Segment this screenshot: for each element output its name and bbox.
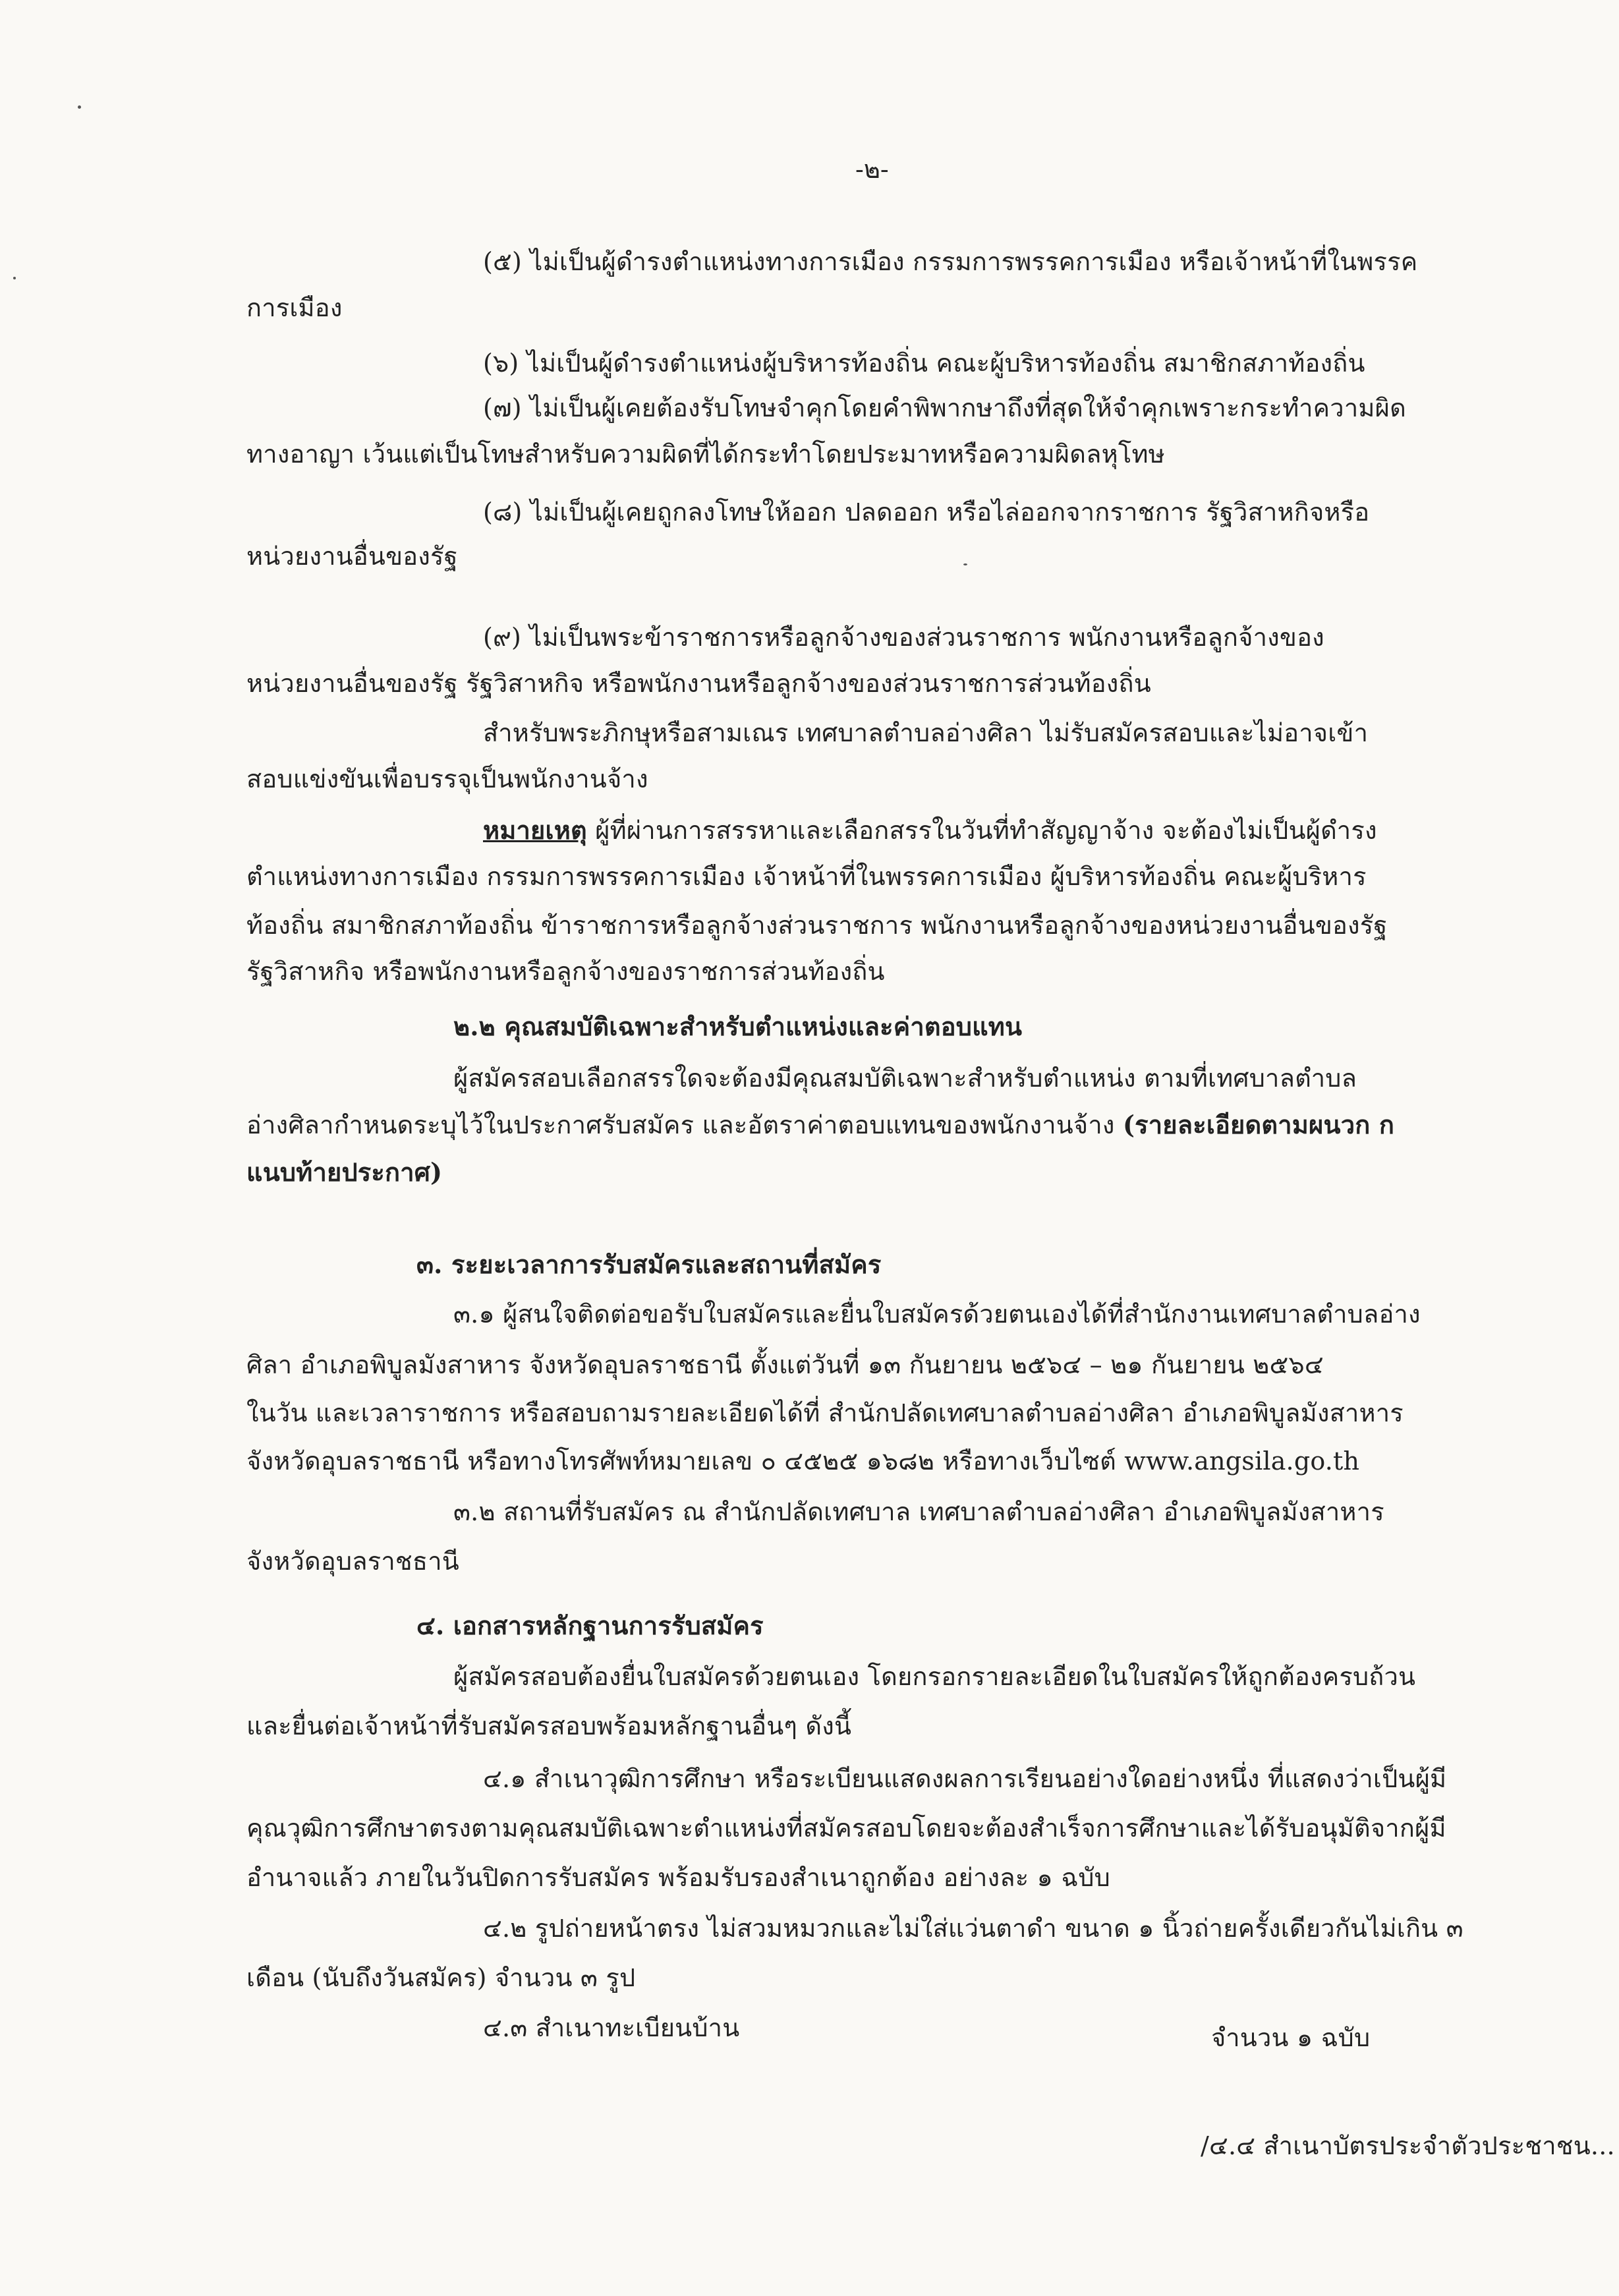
monk-note-line-2: สอบแข่งขันเพื่อบรรจุเป็นพนักงานจ้าง	[246, 764, 648, 793]
section-4-line-1: ผู้สมัครสอบต้องยื่นใบสมัครด้วยตนเอง โดยกรอกรายละเอียดในใบสมัครให้ถูกต้องครบถ้วน	[453, 1662, 1416, 1691]
section-4-3-label: ๔.๓ สำเนาทะเบียนบ้าน	[483, 2013, 740, 2042]
remark-line-2: ตำแหน่งทางการเมือง กรรมการพรรคการเมือง เจ้าหน้าที่ในพรรคการเมือง ผู้บริหารท้องถิ่น คณะผู้บริหาร	[246, 862, 1367, 891]
next-page-hint: /๔.๔ สำเนาบัตรประจำตัวประชาชน...	[1201, 2131, 1615, 2160]
scan-speck	[78, 105, 81, 109]
section-2-2-text: อ่างศิลากำหนดระบุไว้ในประกาศรับสมัคร และอัตราค่าตอบแทนของพนักงานจ้าง	[246, 1110, 1123, 1139]
remark-text: ผู้ที่ผ่านการสรรหาและเลือกสรรในวันที่ทำสัญญาจ้าง จะต้องไม่เป็นผู้ดำรง	[586, 816, 1377, 845]
item-7-line-1: (๗) ไม่เป็นผู้เคยต้องรับโทษจำคุกโดยคำพิพากษาถึงที่สุดให้จำคุกเพราะกระทำความผิด	[483, 393, 1406, 422]
section-4-2-line-1: ๔.๒ รูปถ่ายหน้าตรง ไม่สวมหมวกและไม่ใส่แว่นตาดำ ขนาด ๑ นิ้วถ่ายครั้งเดียวกันไม่เกิน ๓	[483, 1914, 1463, 1943]
section-4-line-2: และยื่นต่อเจ้าหน้าที่รับสมัครสอบพร้อมหลักฐานอื่นๆ ดังนี้	[246, 1711, 852, 1740]
section-3-1-line-4: จังหวัดอุบลราชธานี หรือทางโทรศัพท์หมายเลข ๐ ๔๕๒๕ ๑๖๘๒ หรือทางเว็บไซต์ www.angsila.go.th	[246, 1447, 1360, 1476]
section-3-1-line-3: ในวัน และเวลาราชการ หรือสอบถามรายละเอียดได้ที่ สำนักปลัดเทศบาลตำบลอ่างศิลา อำเภอพิบูลมังสาหาร	[246, 1398, 1404, 1427]
remark-line-4: รัฐวิสาหกิจ หรือพนักงานหรือลูกจ้างของราชการส่วนท้องถิ่น	[246, 957, 885, 986]
item-6-line-1: (๖) ไม่เป็นผู้ดำรงตำแหน่งผู้บริหารท้องถิ่น คณะผู้บริหารท้องถิ่น สมาชิกสภาท้องถิ่น	[483, 349, 1365, 378]
section-4-1-line-2: คุณวุฒิการศึกษาตรงตามคุณสมบัติเฉพาะตำแหน่งที่สมัครสอบโดยจะต้องสำเร็จการศึกษาและได้รับอนุมัติจากผู้มี	[246, 1814, 1446, 1843]
section-4-3-amount: จำนวน ๑ ฉบับ	[1211, 2023, 1371, 2052]
item-8-line-2: หน่วยงานอื่นของรัฐ	[246, 542, 458, 571]
scan-speck	[13, 277, 16, 279]
remark-line-3: ท้องถิ่น สมาชิกสภาท้องถิ่น ข้าราชการหรือลูกจ้างส่วนราชการ พนักงานหรือลูกจ้างของหน่วยงานอื่นของรัฐ	[246, 911, 1388, 940]
scan-speck	[963, 563, 967, 565]
section-4-heading: ๔. เอกสารหลักฐานการรับสมัคร	[416, 1611, 764, 1640]
section-3-2-line-2: จังหวัดอุบลราชธานี	[246, 1547, 459, 1576]
section-2-2-heading: ๒.๒ คุณสมบัติเฉพาะสำหรับตำแหน่งและค่าตอบแทน	[453, 1012, 1023, 1041]
remark-line-1	[483, 815, 1377, 846]
item-7-line-2: ทางอาญา เว้นแต่เป็นโทษสำหรับความผิดที่ได้กระทำโดยประมาทหรือความผิดลหุโทษ	[246, 440, 1165, 469]
remark-label: หมายเหตุ	[483, 815, 587, 845]
section-4-1-line-1: ๔.๑ สำเนาวุฒิการศึกษา หรือระเบียนแสดงผลการเรียนอย่างใดอย่างหนึ่ง ที่แสดงว่าเป็นผู้มี	[483, 1764, 1447, 1793]
section-3-heading: ๓. ระยะเวลาการรับสมัครและสถานที่สมัคร	[416, 1249, 882, 1279]
item-5-line-2: การเมือง	[246, 293, 343, 322]
page-number: -๒-	[855, 155, 889, 184]
monk-note-line-1: สำหรับพระภิกษุหรือสามเณร เทศบาลตำบลอ่างศิลา ไม่รับสมัครสอบและไม่อาจเข้า	[483, 718, 1369, 747]
section-2-2-line-3: แนบท้ายประกาศ)	[246, 1157, 443, 1187]
section-3-1-line-1: ๓.๑ ผู้สนใจติดต่อขอรับใบสมัครและยื่นใบสมัครด้วยตนเองได้ที่สำนักงานเทศบาลตำบลอ่าง	[453, 1300, 1421, 1329]
item-9-line-1: (๙) ไม่เป็นพระข้าราชการหรือลูกจ้างของส่วนราชการ พนักงานหรือลูกจ้างของ	[483, 623, 1324, 652]
section-2-2-line-1: ผู้สมัครสอบเลือกสรรใดจะต้องมีคุณสมบัติเฉพาะสำหรับตำแหน่ง ตามที่เทศบาลตำบล	[453, 1064, 1357, 1093]
item-9-line-2: หน่วยงานอื่นของรัฐ รัฐวิสาหกิจ หรือพนักงานหรือลูกจ้างของส่วนราชการส่วนท้องถิ่น	[246, 669, 1151, 698]
section-3-2-line-1: ๓.๒ สถานที่รับสมัคร ณ สำนักปลัดเทศบาล เทศบาลตำบลอ่างศิลา อำเภอพิบูลมังสาหาร	[453, 1497, 1384, 1526]
section-4-2-line-2: เดือน (นับถึงวันสมัคร) จำนวน ๓ รูป	[246, 1963, 636, 1992]
item-5-line-1: (๕) ไม่เป็นผู้ดำรงตำแหน่งทางการเมือง กรรมการพรรคการเมือง หรือเจ้าหน้าที่ในพรรค	[483, 247, 1418, 276]
section-3-1-line-2: ศิลา อำเภอพิบูลมังสาหาร จังหวัดอุบลราชธานี ตั้งแต่วันที่ ๑๓ กันยายน ๒๕๖๔ – ๒๑ กันยายน ๒๕๖๔	[246, 1350, 1324, 1379]
section-4-1-line-3: อำนาจแล้ว ภายในวันปิดการรับสมัคร พร้อมรับรองสำเนาถูกต้อง อย่างละ ๑ ฉบับ	[246, 1863, 1110, 1892]
section-2-2-line-2	[246, 1109, 1394, 1141]
annex-reference: (รายละเอียดตามผนวก ก	[1122, 1110, 1395, 1139]
item-8-line-1: (๘) ไม่เป็นผู้เคยถูกลงโทษให้ออก ปลดออก หรือไล่ออกจากราชการ รัฐวิสาหกิจหรือ	[483, 498, 1370, 527]
